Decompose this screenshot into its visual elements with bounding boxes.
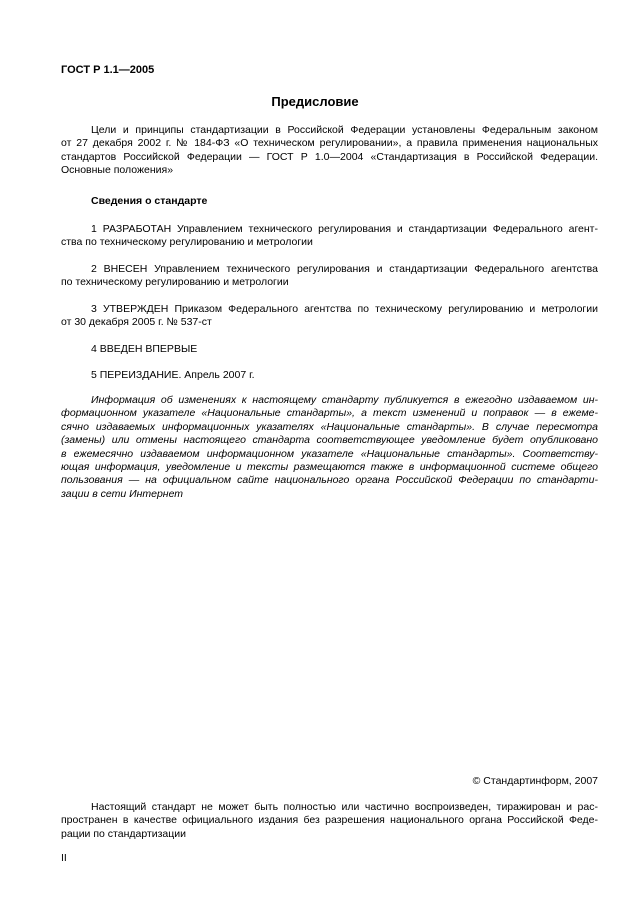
item-3: 3 УТВЕРЖДЕН Приказом Федерального агентства по техническому регулированию и метрологии от 30 декабря 2005 г. № 537-ст <box>61 303 598 329</box>
document-code: ГОСТ Р 1.1—2005 <box>61 64 155 76</box>
intro-line: стандартов Российской Федерации — ГОСТ Р 1.0—2004 «Стандартизация в Российской Федерации. <box>61 150 598 163</box>
item-1: 1 РАЗРАБОТАН Управлением технического регулирования и стандартизации Федерального агент- ства по техническому регулированию и метрологии <box>61 223 598 249</box>
copyright: © Стандартинформ, 2007 <box>472 775 598 787</box>
intro-paragraph <box>61 124 598 178</box>
notice-paragraph: Информация об изменениях к настоящему стандарту публикуется в ежегодно издаваемом ин- формационном указателе «Национальные стандарты», а текст изменений и поправок — в ежеме- сячно издаваемых информационных указателях «Национальные стандарты». В случае пересмотра (замены) или отмены настоящего стандарта соответствующее уведомление будет опубликовано в ежемесячно издаваемом информационном указателе «Национальные стандарты». Соответству- ющая информация, уведомление и тексты размещаются также в информационной системе общего пользования — на официальном сайте национального органа Российской Федерации по стандарти- зации в сети Интернет <box>61 394 598 500</box>
intro-line: Цели и принципы стандартизации в Российской Федерации установлены Федеральным законом <box>91 124 598 136</box>
page-title: Предисловие <box>271 94 359 109</box>
item-2: 2 ВНЕСЕН Управлением технического регулирования и стандартизации Федерального агентства по техническому регулированию и метрологии <box>61 263 598 289</box>
reproduction-paragraph: Настоящий стандарт не может быть полностью или частично воспроизведен, тиражирован и рас- пространен в качестве официального издания без разрешения национального органа Российской Феде- рации по стандартизации <box>61 801 598 840</box>
item-5: 5 ПЕРЕИЗДАНИЕ. Апрель 2007 г. <box>91 369 255 381</box>
info-heading: Сведения о стандарте <box>91 195 208 207</box>
intro-line: Основные положения» <box>61 164 174 177</box>
item-4: 4 ВВЕДЕН ВПЕРВЫЕ <box>91 343 198 355</box>
page-number: II <box>61 852 67 864</box>
intro-line: от 27 декабря 2002 г. № 184-ФЗ «О техническом регулировании», а правила применения национальных <box>61 137 598 150</box>
